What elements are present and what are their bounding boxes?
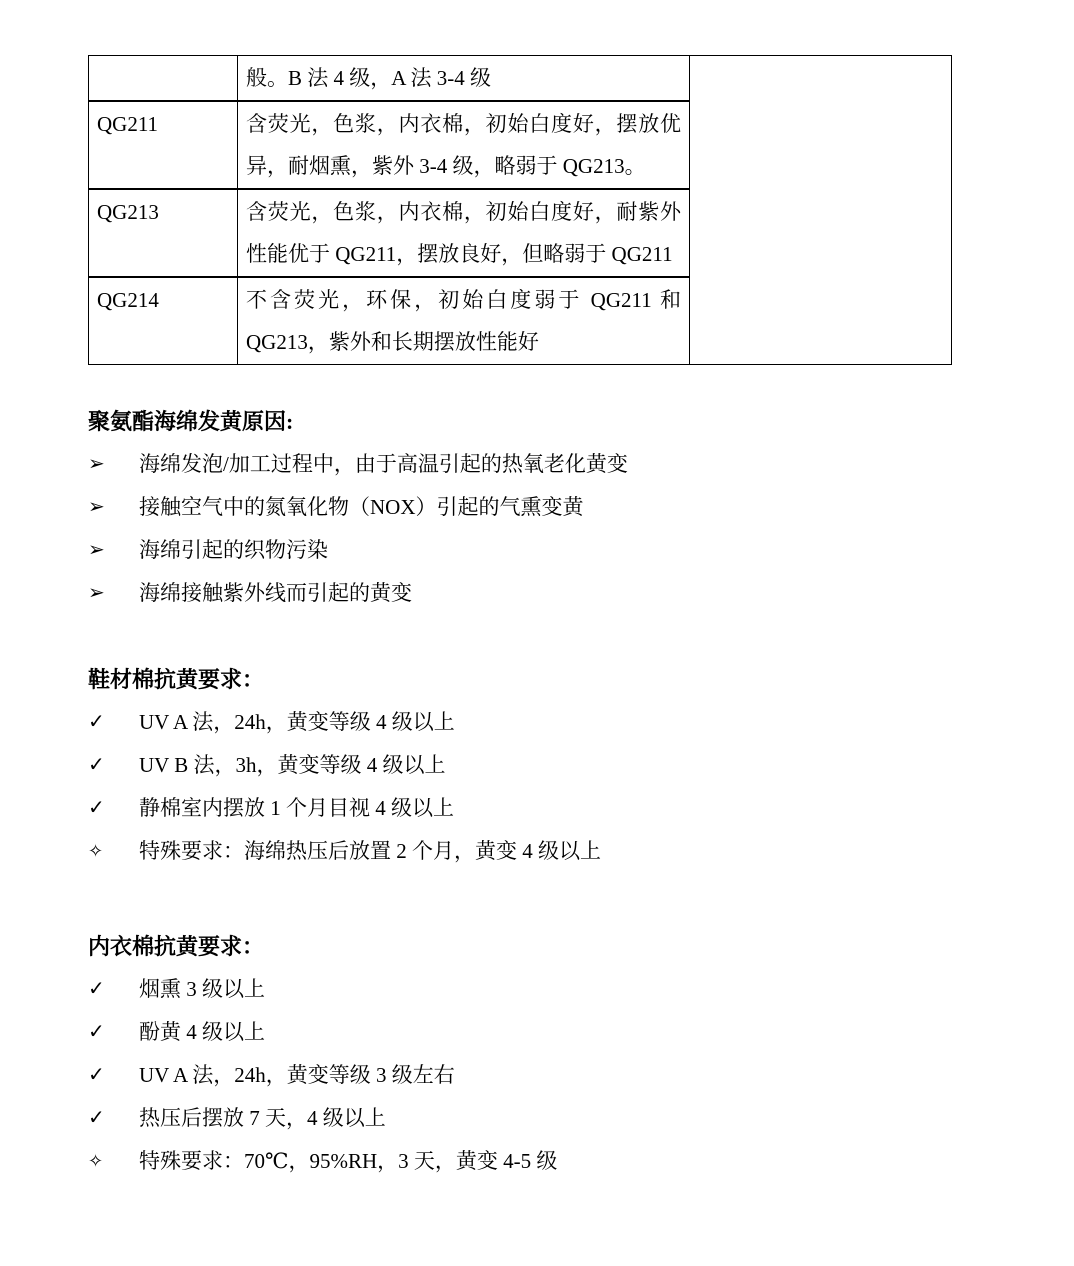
list-item-text: 静棉室内摆放 1 个月目视 4 级以上 [139, 796, 454, 820]
list-item [88, 443, 1074, 486]
product-desc-cell: 不含荧光，环保，初始白度弱于 QG211 和 QG213，紫外和长期摆放性能好 [238, 277, 690, 365]
list-item-text: 海绵发泡/加工过程中，由于高温引起的热氧老化黄变 [139, 452, 628, 476]
list-item-text: 接触空气中的氮氧化物（NOX）引起的气熏变黄 [139, 495, 584, 519]
list-item [88, 830, 1074, 873]
checkmark-bullet-icon: ✓ [88, 1107, 105, 1129]
heading-sponge-yellowing-causes: 聚氨酯海绵发黄原因: [88, 409, 294, 434]
checkmark-bullet-icon: ✓ [88, 1064, 105, 1086]
list-item-text: UV A 法，24h，黄变等级 3 级左右 [139, 1063, 455, 1087]
list-item [88, 1011, 1074, 1054]
list-item [88, 572, 1074, 615]
section-sponge-yellowing-causes [88, 400, 1074, 615]
list-item-text: 特殊要求：70℃，95%RH，3 天，黄变 4-5 级 [139, 1149, 558, 1173]
section-shoe-cotton-requirements [88, 658, 1074, 873]
product-code-cell: QG213 [89, 189, 238, 277]
product-code-cell: QG214 [89, 277, 238, 365]
diamond-bullet-icon: ✧ [88, 841, 104, 861]
product-desc-cell: 般。B 法 4 级，A 法 3-4 级 [238, 56, 690, 102]
list-item-text: 特殊要求：海绵热压后放置 2 个月，黄变 4 级以上 [139, 839, 601, 863]
product-desc-cell: 含荧光，色浆，内衣棉，初始白度好，摆放优异，耐烟熏，紫外 3-4 级，略弱于 QG213。 [238, 101, 690, 189]
checkmark-bullet-icon: ✓ [88, 711, 105, 733]
arrowhead-bullet-icon: ➢ [88, 539, 105, 561]
product-code-cell: QG211 [89, 101, 238, 189]
product-code-cell [89, 56, 238, 102]
arrowhead-bullet-icon: ➢ [88, 453, 105, 475]
list-item [88, 529, 1074, 572]
list-item-text: 烟熏 3 级以上 [139, 977, 265, 1001]
checkmark-bullet-icon: ✓ [88, 797, 105, 819]
list-item-text: 海绵接触紫外线而引起的黄变 [139, 581, 412, 605]
list-item-text: 热压后摆放 7 天，4 级以上 [139, 1106, 386, 1130]
heading-shoe-cotton-requirements: 鞋材棉抗黄要求： [88, 667, 265, 692]
list-item-text: 酚黄 4 级以上 [139, 1020, 265, 1044]
section-underwear-cotton-requirements [88, 925, 1074, 1183]
list-item-text: UV A 法，24h，黄变等级 4 级以上 [139, 710, 455, 734]
product-table [88, 55, 952, 365]
checkmark-bullet-icon: ✓ [88, 1021, 105, 1043]
list-item-text: UV B 法，3h，黄变等级 4 级以上 [139, 753, 446, 777]
heading-underwear-cotton-requirements: 内衣棉抗黄要求： [88, 934, 265, 959]
list-item [88, 1140, 1074, 1183]
list-item [88, 968, 1074, 1011]
list-item [88, 787, 1074, 830]
list-item-text: 海绵引起的织物污染 [139, 538, 328, 562]
list-item [88, 1054, 1074, 1097]
checkmark-bullet-icon: ✓ [88, 754, 105, 776]
checkmark-bullet-icon: ✓ [88, 978, 105, 1000]
list-item [88, 744, 1074, 787]
table-side-cell [690, 56, 952, 365]
list-item [88, 1097, 1074, 1140]
diamond-bullet-icon: ✧ [88, 1151, 104, 1171]
arrowhead-bullet-icon: ➢ [88, 582, 105, 604]
arrowhead-bullet-icon: ➢ [88, 496, 105, 518]
table-row [89, 56, 952, 102]
list-item [88, 486, 1074, 529]
list-item [88, 701, 1074, 744]
product-desc-cell: 含荧光，色浆，内衣棉，初始白度好，耐紫外性能优于 QG211，摆放良好，但略弱于 QG211 [238, 189, 690, 277]
